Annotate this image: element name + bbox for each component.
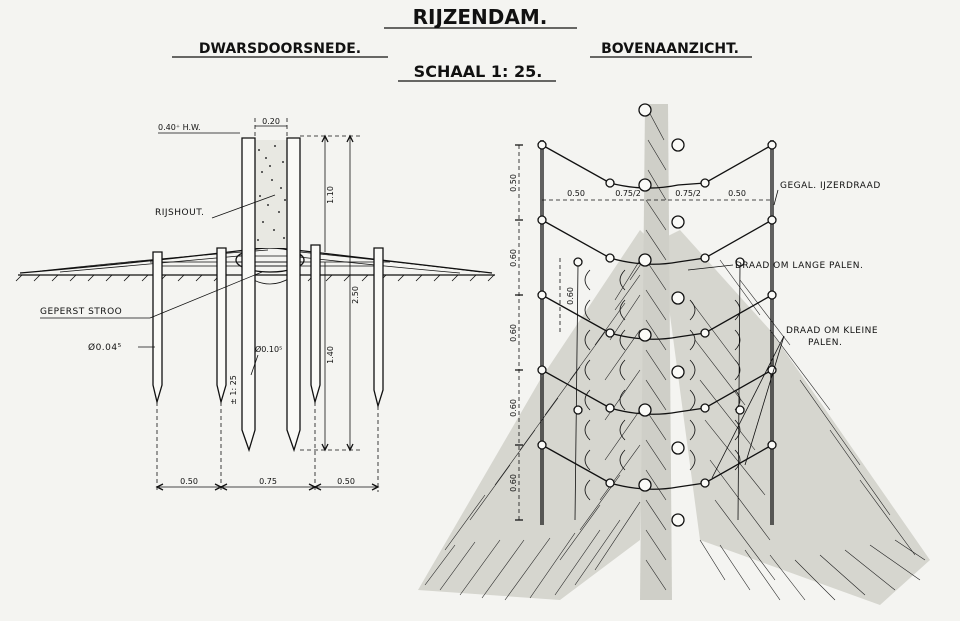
horizontal-dim-3: 0.75/2 bbox=[675, 189, 701, 198]
straw-label: GEPERST STROO bbox=[40, 307, 123, 317]
top-view bbox=[418, 104, 930, 605]
top-view-subtitle: BOVENAANZICHT. bbox=[601, 41, 739, 57]
left-spacing-4: 0.60 bbox=[509, 399, 518, 417]
height-lower-dim: 1.40 bbox=[326, 346, 335, 364]
short-poles-wire-label-line2: PALEN. bbox=[808, 338, 843, 348]
brushwood-label: RIJSHOUT. bbox=[155, 208, 205, 218]
cross-section-subtitle: DWARSDOORSNEDE. bbox=[198, 41, 362, 57]
short-poles-wire-label-line1: DRAAD OM KLEINE bbox=[786, 326, 879, 336]
bottom-dim-middle: 0.75 bbox=[259, 477, 277, 486]
slope-label: ± 1: 25 bbox=[229, 375, 238, 405]
left-spacing-3: 0.60 bbox=[509, 324, 518, 342]
galvanized-wire-label: GEGAL. IJZERDRAAD bbox=[780, 181, 881, 191]
inner-spacing-dim: 0.60 bbox=[566, 287, 575, 305]
scale-label: SCHAAL 1: 25. bbox=[413, 62, 543, 81]
horizontal-dim-4: 0.50 bbox=[728, 189, 746, 198]
drawing-title: RIJZENDAM. bbox=[412, 5, 548, 29]
top-width-dim: 0.20 bbox=[262, 117, 280, 126]
small-pole-diameter: Ø0.04⁵ bbox=[88, 343, 122, 353]
horizontal-dim-2: 0.75/2 bbox=[615, 189, 641, 198]
hw-label: 0.40⁺ H.W. bbox=[158, 123, 201, 132]
height-total-dim: 2.50 bbox=[351, 286, 360, 304]
height-upper-dim: 1.10 bbox=[326, 186, 335, 204]
bottom-dim-left: 0.50 bbox=[180, 477, 198, 486]
long-poles-wire-label: DRAAD OM LANGE PALEN. bbox=[735, 261, 864, 271]
left-spacing-5: 0.60 bbox=[509, 474, 518, 492]
cross-section-view bbox=[16, 117, 495, 492]
bottom-dim-right: 0.50 bbox=[337, 477, 355, 486]
left-spacing-2: 0.60 bbox=[509, 249, 518, 267]
horizontal-dim-1: 0.50 bbox=[567, 189, 585, 198]
big-pole-diameter: Ø0.10⁵ bbox=[255, 345, 283, 354]
left-spacing-1: 0.50 bbox=[509, 174, 518, 192]
